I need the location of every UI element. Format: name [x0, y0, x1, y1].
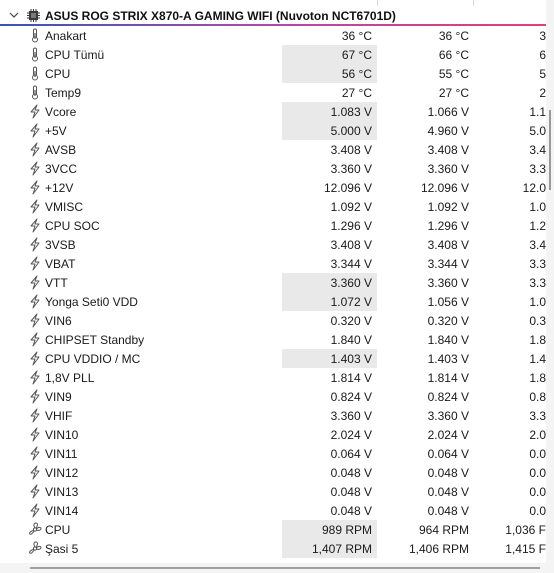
sensor-row[interactable] — [0, 387, 546, 406]
sensor-min-value: 3.408 V — [427, 143, 469, 157]
sensor-label: Temp9 — [45, 86, 82, 100]
sensor-min-value: 1.814 V — [427, 371, 469, 385]
sensor-label: VMISC — [45, 200, 84, 214]
sensor-min-value: 0.320 V — [427, 314, 469, 328]
sensor-min-value: 27 °C — [438, 86, 469, 100]
sensor-row[interactable] — [0, 406, 546, 425]
thermometer-icon — [28, 66, 42, 81]
sensor-max-value: 1.8 — [529, 371, 546, 385]
sensor-row[interactable] — [0, 539, 546, 558]
sensor-current-value: 12.096 V — [323, 181, 372, 195]
sensor-label: VIN6 — [45, 314, 72, 328]
sensor-min-value: 964 RPM — [418, 523, 469, 537]
sensor-max-value: 1.0 — [529, 200, 546, 214]
sensor-max-value: 1.2 — [529, 219, 546, 233]
sensor-current-value: 0.824 V — [330, 390, 372, 404]
sensor-min-value: 66 °C — [438, 48, 469, 62]
sensor-row[interactable] — [0, 501, 546, 520]
sensor-label: CPU SOC — [45, 219, 100, 233]
sensor-min-value: 3.360 V — [427, 276, 469, 290]
sensor-row[interactable] — [0, 64, 546, 83]
sensor-max-value: 0.0 — [529, 466, 546, 480]
voltage-icon — [28, 142, 42, 157]
sensor-current-value: 1.403 V — [282, 349, 377, 368]
sensor-current-value: 1.092 V — [330, 200, 372, 214]
vertical-scrollbar-thumb[interactable] — [549, 110, 551, 190]
horizontal-scrollbar-thumb[interactable] — [30, 567, 540, 569]
sensor-max-value: 1.0 — [529, 295, 546, 309]
sensor-row[interactable] — [0, 482, 546, 501]
sensor-row[interactable] — [0, 216, 546, 235]
sensor-current-value: 1.072 V — [282, 292, 377, 311]
sensor-min-value: 0.048 V — [427, 504, 469, 518]
voltage-icon — [28, 313, 42, 328]
sensor-max-value: 3.4 — [529, 238, 546, 252]
sensor-label: VIN12 — [45, 466, 79, 480]
sensor-current-value: 3.408 V — [330, 143, 372, 157]
sensor-min-value: 1.403 V — [427, 352, 469, 366]
voltage-icon — [28, 389, 42, 404]
chevron-down-icon[interactable] — [8, 9, 20, 21]
sensor-row[interactable] — [0, 26, 546, 45]
voltage-icon — [28, 123, 42, 138]
sensor-current-value: 0.048 V — [330, 504, 372, 518]
sensor-min-value: 1.056 V — [427, 295, 469, 309]
sensor-current-value: 3.360 V — [330, 409, 372, 423]
fan-icon — [28, 541, 42, 556]
sensor-max-value: 0.0 — [529, 504, 546, 518]
sensor-label: +5V — [45, 124, 67, 138]
sensor-min-value: 1,406 RPM — [408, 542, 469, 556]
sensor-current-value: 0.320 V — [330, 314, 372, 328]
voltage-icon — [28, 104, 42, 119]
thermometer-icon — [28, 47, 42, 62]
sensor-current-value: 3.360 V — [282, 273, 377, 292]
sensor-min-value: 1.092 V — [427, 200, 469, 214]
sensor-current-value: 0.064 V — [330, 447, 372, 461]
sensor-label: +12V — [45, 181, 74, 195]
sensor-row[interactable] — [0, 140, 546, 159]
voltage-icon — [28, 484, 42, 499]
sensor-max-value: 3.3 — [529, 162, 546, 176]
voltage-icon — [28, 180, 42, 195]
sensor-row[interactable] — [0, 159, 546, 178]
voltage-icon — [28, 218, 42, 233]
sensor-label: VIN10 — [45, 428, 79, 442]
sensor-label: VIN9 — [45, 390, 72, 404]
sensor-max-value: 1.4 — [529, 352, 546, 366]
sensor-max-value: 2.0 — [529, 428, 546, 442]
voltage-icon — [28, 427, 42, 442]
sensor-min-value: 1.066 V — [427, 105, 469, 119]
sensor-label: AVSB — [45, 143, 77, 157]
sensor-row[interactable] — [0, 102, 546, 121]
sensor-row[interactable] — [0, 121, 546, 140]
sensor-min-value: 4.960 V — [427, 124, 469, 138]
sensor-max-value: 3 — [539, 29, 546, 43]
sensor-current-value: 1.296 V — [330, 219, 372, 233]
voltage-icon — [28, 199, 42, 214]
sensor-label: CPU — [45, 67, 71, 81]
sensor-label: Anakart — [45, 29, 87, 43]
sensor-max-value: 3.3 — [529, 276, 546, 290]
sensor-current-value: 989 RPM — [282, 520, 377, 539]
thermometer-icon — [28, 85, 42, 100]
sensor-row[interactable] — [0, 425, 546, 444]
sensor-min-value: 1.840 V — [427, 333, 469, 347]
voltage-icon — [28, 275, 42, 290]
sensor-max-value: 2 — [539, 86, 546, 100]
sensor-current-value: 36 °C — [341, 29, 372, 43]
sensor-label: Vcore — [45, 105, 77, 119]
sensor-row[interactable] — [0, 368, 546, 387]
sensor-max-value: 3.4 — [529, 143, 546, 157]
sensor-min-value: 36 °C — [438, 29, 469, 43]
sensor-max-value: 1.1 — [529, 105, 546, 119]
sensor-min-value: 3.344 V — [427, 257, 469, 271]
sensor-max-value: 0.3 — [529, 314, 546, 328]
sensor-row[interactable] — [0, 520, 546, 539]
sensor-max-value: 3.3 — [529, 257, 546, 271]
voltage-icon — [28, 351, 42, 366]
sensor-max-value: 5.0 — [529, 124, 546, 138]
sensor-row[interactable] — [0, 197, 546, 216]
chip-icon — [27, 9, 40, 22]
sensor-label: 3VCC — [45, 162, 78, 176]
voltage-icon — [28, 446, 42, 461]
sensor-min-value: 0.064 V — [427, 447, 469, 461]
sensor-label: VIN14 — [45, 504, 79, 518]
sensor-current-value: 27 °C — [341, 86, 372, 100]
horizontal-scrollbar[interactable] — [0, 563, 546, 573]
voltage-icon — [28, 370, 42, 385]
sensor-current-value: 56 °C — [282, 64, 377, 83]
sensor-current-value: 2.024 V — [330, 428, 372, 442]
sensor-row[interactable] — [0, 45, 546, 64]
sensor-max-value: 1.8 — [529, 333, 546, 347]
sensor-row[interactable] — [0, 292, 546, 311]
sensor-min-value: 2.024 V — [427, 428, 469, 442]
sensor-current-value: 3.408 V — [330, 238, 372, 252]
sensor-label: VIN11 — [45, 447, 78, 461]
sensor-current-value: 3.360 V — [330, 162, 372, 176]
sensor-label: CPU VDDIO / MC — [45, 352, 141, 366]
sensor-label: CPU Tümü — [45, 48, 105, 62]
sensor-list — [0, 26, 546, 558]
sensor-row[interactable] — [0, 463, 546, 482]
voltage-icon — [28, 161, 42, 176]
sensor-min-value: 55 °C — [438, 67, 469, 81]
sensor-row[interactable] — [0, 254, 546, 273]
sensor-max-value: 12.0 — [522, 181, 546, 195]
sensor-min-value: 0.824 V — [427, 390, 469, 404]
sensor-min-value: 12.096 V — [420, 181, 469, 195]
sensor-label: VBAT — [45, 257, 76, 271]
sensor-label: VHIF — [45, 409, 73, 423]
sensor-label: 3VSB — [45, 238, 76, 252]
sensor-min-value: 3.360 V — [427, 409, 469, 423]
sensor-max-value: 1,415 F — [505, 542, 546, 556]
sensor-max-value: 0.0 — [529, 485, 546, 499]
sensor-label: VIN13 — [45, 485, 79, 499]
sensor-row[interactable] — [0, 235, 546, 254]
fan-icon — [28, 522, 42, 537]
sensor-min-value: 0.048 V — [427, 466, 469, 480]
sensor-current-value: 67 °C — [282, 45, 377, 64]
voltage-icon — [28, 465, 42, 480]
voltage-icon — [28, 503, 42, 518]
voltage-icon — [28, 237, 42, 252]
sensor-label: CHIPSET Standby — [45, 333, 145, 347]
thermometer-icon — [28, 28, 42, 43]
sensor-row[interactable] — [0, 444, 546, 463]
sensor-max-value: 3.3 — [529, 409, 546, 423]
sensor-max-value: 1,036 F — [505, 523, 546, 537]
voltage-icon — [28, 408, 42, 423]
sensor-min-value: 1.296 V — [427, 219, 469, 233]
sensor-label: CPU — [45, 523, 71, 537]
sensor-row[interactable] — [0, 349, 546, 368]
voltage-icon — [28, 294, 42, 309]
sensor-max-value: 5 — [539, 67, 546, 81]
sensor-group-title: ASUS ROG STRIX X870-A GAMING WIFI (Nuvoton NCT6701D) — [45, 9, 396, 23]
sensor-min-value: 3.408 V — [427, 238, 469, 252]
sensor-row[interactable] — [0, 178, 546, 197]
sensor-row[interactable] — [0, 311, 546, 330]
sensor-row[interactable] — [0, 330, 546, 349]
sensor-current-value: 0.048 V — [330, 466, 372, 480]
sensor-label: VTT — [45, 276, 68, 290]
sensor-label: 1,8V PLL — [45, 371, 95, 385]
sensor-current-value: 1.083 V — [282, 102, 377, 121]
sensor-row[interactable] — [0, 273, 546, 292]
sensor-label: Şasi 5 — [45, 542, 79, 556]
sensor-min-value: 3.360 V — [427, 162, 469, 176]
voltage-icon — [28, 256, 42, 271]
sensor-current-value: 1.840 V — [330, 333, 372, 347]
sensor-group-header[interactable] — [0, 6, 546, 26]
sensor-max-value: 0.0 — [529, 447, 546, 461]
vertical-scrollbar[interactable] — [546, 0, 554, 573]
sensor-current-value: 1.814 V — [330, 371, 372, 385]
sensor-min-value: 0.048 V — [427, 485, 469, 499]
sensor-row[interactable] — [0, 83, 546, 102]
sensor-max-value: 6 — [539, 48, 546, 62]
sensor-label: Yonga Seti0 VDD — [45, 295, 138, 309]
sensor-current-value: 0.048 V — [330, 485, 372, 499]
sensor-current-value: 5.000 V — [282, 121, 377, 140]
sensor-current-value: 1,407 RPM — [282, 539, 377, 558]
voltage-icon — [28, 332, 42, 347]
sensor-current-value: 3.344 V — [330, 257, 372, 271]
sensor-max-value: 0.8 — [529, 390, 546, 404]
